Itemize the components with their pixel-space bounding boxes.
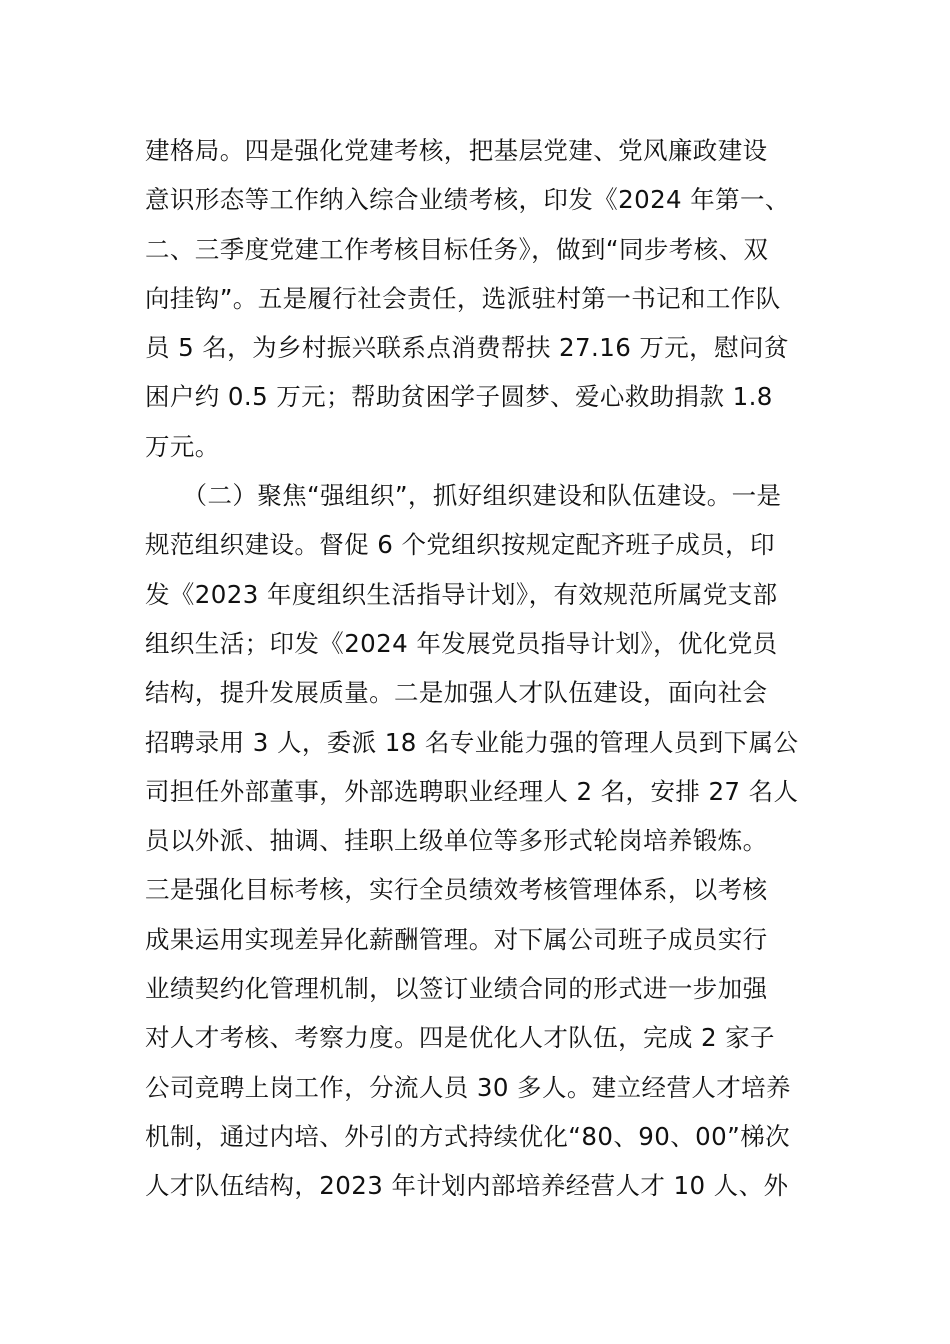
text-line: 公司竞聘上岗工作，分流人员 30 多人。建立经营人才培养 — [145, 1072, 791, 1102]
text-line: 人才队伍结构，2023 年计划内部培养经营人才 10 人、外 — [145, 1171, 789, 1201]
text-line: 结构，提升发展质量。二是加强人才队伍建设，面向社会 — [145, 678, 768, 708]
text-line: 规范组织建设。督促 6 个党组织按规定配齐班子成员，印 — [145, 530, 775, 560]
text-line: 困户约 0.5 万元；帮助贫困学子圆梦、爱心救助捐款 1.8 — [145, 382, 773, 412]
text-line: 向挂钩”。五是履行社会责任，选派驻村第一书记和工作队 — [145, 283, 781, 313]
text-line: 机制，通过内培、外引的方式持续优化“80、90、00”梯次 — [145, 1121, 791, 1151]
text-line: 业绩契约化管理机制，以签订业绩合同的形式进一步加强 — [145, 974, 768, 1004]
section-heading-line: （二）聚焦“强组织”，抓好组织建设和队伍建设。一是 — [145, 481, 782, 511]
text-line: 建格局。四是强化党建考核，把基层党建、党风廉政建设 — [145, 136, 768, 165]
body-text — [145, 126, 815, 1211]
text-line: 员 5 名，为乡村振兴联系点消费帮扶 27.16 万元，慰问贫 — [145, 333, 789, 363]
text-line: 万元。 — [145, 431, 220, 461]
text-line: 三是强化目标考核，实行全员绩效考核管理体系，以考核 — [145, 875, 768, 905]
text-line: 司担任外部董事，外部选聘职业经理人 2 名，安排 27 名人 — [145, 776, 799, 806]
text-line: 组织生活；印发《2024 年发展党员指导计划》，优化党员 — [145, 628, 778, 658]
text-line: 招聘录用 3 人，委派 18 名专业能力强的管理人员到下属公 — [145, 727, 799, 757]
text-line: 员以外派、抽调、挂职上级单位等多形式轮岗培养锻炼。 — [145, 826, 768, 856]
text-line: 对人才考核、考察力度。四是优化人才队伍，完成 2 家子 — [145, 1023, 775, 1053]
text-line: 二、三季度党建工作考核目标任务》，做到“同步考核、双 — [145, 234, 769, 264]
text-line: 成果运用实现差异化薪酬管理。对下属公司班子成员实行 — [145, 924, 768, 954]
text-line: 发《2023 年度组织生活指导计划》，有效规范所属党支部 — [145, 579, 778, 609]
text-line: 意识形态等工作纳入综合业绩考核，印发《2024 年第一、 — [145, 185, 790, 215]
